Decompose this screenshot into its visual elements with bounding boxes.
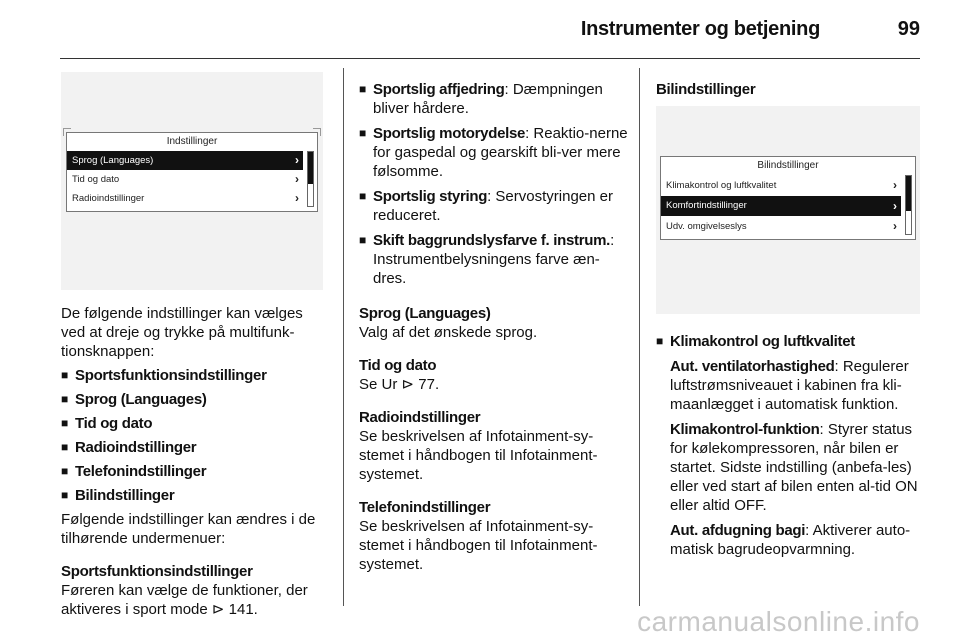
intro-text: De følgende indstillinger kan vælges ved at dreje og trykke på multifunk-tionsknappen: <box>61 305 303 360</box>
sub-text: : Styrer status for kølekompressoren, når bilen er startet. Sidste indstilling (anbefa-les) eller ved start af bilen enten al-tid ON eller altid OFF. <box>670 421 918 514</box>
list-item <box>61 366 326 385</box>
bullet-icon: ■ <box>359 233 367 247</box>
item-bold: Sportslig motorydelse <box>373 125 526 142</box>
list-item <box>61 438 326 457</box>
list-item-label: Sprog (Languages) <box>75 391 207 408</box>
chevron-right-icon: › <box>893 178 897 192</box>
chevron-right-icon: › <box>295 172 299 186</box>
bullet-icon: ■ <box>61 368 69 382</box>
column-divider-2 <box>639 68 640 606</box>
settings-screen-row <box>67 189 303 208</box>
list-item <box>61 486 326 505</box>
car-screen-row <box>661 175 901 196</box>
page-ref-icon: ⊳ <box>401 376 415 393</box>
scrollbar-thumb <box>906 176 911 211</box>
car-row-label: Udv. omgivelseslys <box>666 221 747 232</box>
scrollbar-thumb <box>308 152 313 184</box>
item-desc: : Reaktio-nerne for gaspedal og gearskift bli-ver mere følsomme. <box>373 125 628 180</box>
bullet-icon: ■ <box>61 440 69 454</box>
after-list-text: Følgende indstillinger kan ændres i de tilhørende undermenuer: <box>61 511 316 547</box>
settings-row-label: Radioindstillinger <box>72 193 145 204</box>
scrollbar <box>307 151 314 207</box>
list-item-label: Sportsfunktionsindstillinger <box>75 367 267 384</box>
section-text: Valg af det ønskede sprog. <box>359 324 538 341</box>
column-2-text <box>359 80 631 574</box>
scrollbar <box>905 175 912 235</box>
page-number: 99 <box>897 18 920 40</box>
list-item-text <box>373 231 631 288</box>
page-ref: 77. <box>418 376 440 393</box>
car-screen-title: Bilindstillinger <box>757 160 819 171</box>
list-item <box>359 231 631 288</box>
bullet-icon: ■ <box>61 416 69 430</box>
car-settings-screen <box>660 156 916 240</box>
bullet-icon: ■ <box>359 82 367 96</box>
section-text: Se beskrivelsen af Infotainment-sy-stemet i håndbogen til Infotainment-systemet. <box>359 518 598 573</box>
list-item <box>359 124 631 181</box>
list-item-label: Klimakontrol og luftkvalitet <box>670 333 855 350</box>
column-3-heading: Bilindstillinger <box>656 81 756 98</box>
bullet-icon: ■ <box>61 488 69 502</box>
settings-row-label: Sprog (Languages) <box>72 155 154 166</box>
section-text: Se beskrivelsen af Infotainment-sy-stemet i håndbogen til Infotainment-systemet. <box>359 428 598 483</box>
sub-bold: Klimakontrol-funktion <box>670 421 820 438</box>
chevron-right-icon: › <box>295 153 299 167</box>
bullet-icon: ■ <box>61 392 69 406</box>
item-desc: : Instrumentbelysningens farve æn-dres. <box>373 232 615 287</box>
sub-bold: Aut. afdugning bagi <box>670 522 806 539</box>
list-item-text <box>373 124 631 181</box>
list-item <box>61 414 326 433</box>
bullet-icon: ■ <box>61 464 69 478</box>
list-item-label: Radioindstillinger <box>75 439 197 456</box>
page-ref-icon: ⊳ <box>211 601 225 618</box>
section-heading: Sprog (Languages) <box>359 305 491 322</box>
car-screen-row <box>661 196 901 216</box>
settings-screen <box>66 132 318 212</box>
section-heading: Radioindstillinger <box>359 409 481 426</box>
chevron-right-icon: › <box>295 191 299 205</box>
car-row-label: Klimakontrol og luftkvalitet <box>666 180 777 191</box>
list-item-label: Tid og dato <box>75 415 153 432</box>
list-item <box>61 390 326 409</box>
header-rule <box>60 58 920 59</box>
section-text <box>359 375 631 394</box>
car-screen-row <box>661 216 901 237</box>
settings-screen-row <box>67 170 303 189</box>
item-bold: Sportslig styring <box>373 188 488 205</box>
sub-paragraph <box>656 357 924 414</box>
sub-text: : Regulerer luftstrømsniveauet i kabinen fra kli-maanlægget i automatisk funktion. <box>670 358 909 413</box>
column-1-text <box>61 304 326 619</box>
list-item-label: Telefonindstillinger <box>75 463 207 480</box>
section-heading: Telefonindstillinger <box>359 499 491 516</box>
item-bold: Skift baggrundslysfarve f. instrum. <box>373 232 611 249</box>
bullet-icon: ■ <box>656 334 664 348</box>
section-text-body: Føreren kan vælge de funktioner, der aktiveres i sport mode <box>61 582 308 618</box>
settings-screen-title: Indstillinger <box>166 136 218 147</box>
settings-screen-row <box>67 151 303 170</box>
column-3-text <box>656 332 924 559</box>
section-heading: Sportsfunktionsindstillinger <box>61 563 253 580</box>
car-row-label: Komfortindstillinger <box>666 200 747 211</box>
bullet-icon: ■ <box>359 189 367 203</box>
settings-row-label: Tid og dato <box>72 174 120 185</box>
section-text-body: Se Ur <box>359 376 398 393</box>
column-divider-1 <box>343 68 344 606</box>
list-item <box>656 332 924 351</box>
sub-bold: Aut. ventilatorhastighed <box>670 358 835 375</box>
page-ref: 141. <box>228 601 258 618</box>
watermark: carmanualsonline.info <box>637 606 920 637</box>
sub-paragraph <box>656 521 924 559</box>
list-item <box>61 462 326 481</box>
list-item <box>359 80 631 118</box>
list-item-label: Bilindstillinger <box>75 487 175 504</box>
section-text <box>61 581 326 619</box>
chevron-right-icon: › <box>893 199 897 213</box>
sub-paragraph <box>656 420 924 515</box>
item-bold: Sportslig affjedring <box>373 81 505 98</box>
page-title: Instrumenter og betjening <box>580 18 820 40</box>
item-desc: : Servostyringen er reduceret. <box>373 188 613 224</box>
list-item-text <box>373 80 631 118</box>
list-item <box>359 187 631 225</box>
list-item-text <box>373 187 631 225</box>
section-heading: Tid og dato <box>359 357 437 374</box>
chevron-right-icon: › <box>893 219 897 233</box>
sub-text: : Aktiverer auto-matisk bagrudeopvarmning. <box>670 522 911 558</box>
bullet-icon: ■ <box>359 126 367 140</box>
item-desc: : Dæmpningen bliver hårdere. <box>373 81 603 117</box>
